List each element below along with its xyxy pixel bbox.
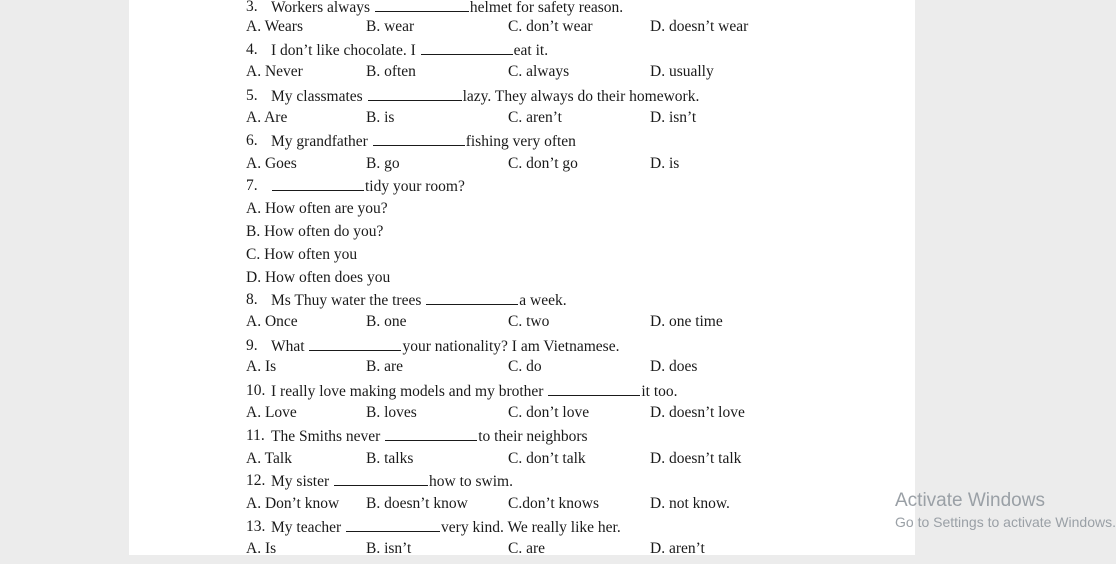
question-12 (129, 471, 915, 491)
question-text-after: very kind. We really like her. (441, 519, 621, 536)
options-row (129, 108, 915, 128)
answer-blank (346, 517, 440, 532)
option-a: A. Never (246, 63, 303, 80)
option-a: A. Once (246, 313, 298, 330)
activate-windows-title: Activate Windows (895, 490, 1045, 511)
option-d: D. is (650, 155, 680, 172)
worksheet-page (129, 0, 915, 555)
option-b: B. is (366, 109, 395, 126)
option-d: D. doesn’t talk (650, 450, 742, 467)
option-d: D. How often does you (246, 269, 391, 286)
question-9 (129, 336, 915, 356)
answer-blank (548, 381, 640, 396)
question-text-before: My grandfather (271, 133, 368, 150)
question-number: 3. (246, 0, 258, 15)
question-number: 9. (246, 337, 258, 354)
option-d: D. aren’t (650, 540, 705, 557)
question-stem (271, 86, 699, 107)
option-d: D. doesn’t wear (650, 18, 749, 35)
option-a: A. Talk (246, 450, 292, 467)
question-text-before: The Smiths never (271, 428, 381, 445)
option-row-c (129, 245, 915, 265)
question-stem (271, 426, 588, 447)
option-c: C. don’t wear (508, 18, 593, 35)
question-stem (271, 471, 513, 492)
option-b: B. are (366, 358, 404, 375)
option-b: B. wear (366, 18, 415, 35)
option-row-d (129, 268, 915, 288)
option-d: D. does (650, 358, 698, 375)
options-row (129, 494, 915, 514)
option-a: A. Is (246, 540, 277, 557)
question-text-after: a week. (519, 292, 567, 309)
options-row (129, 449, 915, 469)
option-d: D. isn’t (650, 109, 697, 126)
question-stem (271, 0, 623, 18)
option-b: B. doesn’t know (366, 495, 468, 512)
question-4 (129, 40, 915, 60)
option-b: B. one (366, 313, 407, 330)
question-text-after: how to swim. (429, 473, 513, 490)
question-text-before: Ms Thuy water the trees (271, 292, 422, 309)
option-row-b (129, 222, 915, 242)
question-13 (129, 517, 915, 537)
options-row (129, 403, 915, 423)
question-stem (271, 517, 621, 538)
option-c: C. always (508, 63, 570, 80)
question-stem (271, 131, 576, 152)
question-text-before: My classmates (271, 88, 363, 105)
option-b: B. talks (366, 450, 414, 467)
answer-blank (373, 131, 465, 146)
option-b: B. loves (366, 404, 417, 421)
question-text-after: eat it. (513, 42, 549, 59)
option-a: A. Love (246, 404, 297, 421)
option-d: D. one time (650, 313, 723, 330)
question-stem (271, 176, 465, 197)
options-row (129, 357, 915, 377)
option-c: C. don’t love (508, 404, 590, 421)
question-10 (129, 381, 915, 401)
question-number: 6. (246, 132, 258, 149)
question-5 (129, 86, 915, 106)
option-d: D. usually (650, 63, 714, 80)
option-c: C. don’t talk (508, 450, 586, 467)
options-row (129, 17, 915, 37)
option-c: C. are (508, 540, 546, 557)
option-a: A. Goes (246, 155, 297, 172)
question-number: 7. (246, 177, 258, 194)
question-stem (271, 290, 567, 311)
answer-blank (426, 290, 518, 305)
question-11 (129, 426, 915, 446)
answer-blank (368, 86, 462, 101)
question-text-after: helmet for safety reason. (469, 0, 624, 16)
question-number: 13. (246, 518, 266, 535)
option-c: C. don’t go (508, 155, 578, 172)
option-c: C.don’t knows (508, 495, 600, 512)
option-c: C. How often you (246, 246, 358, 263)
question-number: 4. (246, 41, 258, 58)
question-6 (129, 131, 915, 151)
question-text-after: fishing very often (465, 133, 576, 150)
answer-blank (272, 176, 364, 191)
question-8 (129, 290, 915, 310)
option-b: B. go (366, 155, 400, 172)
option-a: A. Is (246, 358, 277, 375)
question-number: 11. (246, 427, 265, 444)
option-a: A. Don’t know (246, 495, 340, 512)
question-stem (271, 40, 548, 61)
answer-blank (375, 0, 469, 12)
options-row (129, 154, 915, 174)
answer-blank (334, 471, 428, 486)
question-stem (271, 381, 678, 402)
question-text-before: My sister (271, 473, 330, 490)
question-text-after: tidy your room? (365, 178, 465, 195)
question-text-after: your nationality? I am Vietnamese. (402, 338, 620, 355)
question-text-before: I don’t like chocolate. I (271, 42, 416, 59)
options-row (129, 539, 915, 559)
activate-windows-subtitle: Go to Settings to activate Windows. (895, 514, 1116, 530)
question-text-after: to their neighbors (478, 428, 588, 445)
option-a: A. Wears (246, 18, 304, 35)
question-3 (129, 0, 915, 17)
option-b: B. How often do you? (246, 223, 384, 240)
question-text-after: it too. (641, 383, 678, 400)
question-number: 8. (246, 291, 258, 308)
question-text-before: I really love making models and my brother (271, 383, 544, 400)
options-row (129, 312, 915, 332)
option-b: B. isn’t (366, 540, 412, 557)
option-d: D. doesn’t love (650, 404, 745, 421)
question-7 (129, 176, 915, 196)
option-a: A. Are (246, 109, 288, 126)
options-row (129, 62, 915, 82)
option-c: C. do (508, 358, 542, 375)
question-number: 10. (246, 382, 266, 399)
question-text-after: lazy. They always do their homework. (462, 88, 700, 105)
question-stem (271, 336, 619, 357)
question-number: 12. (246, 472, 266, 489)
option-c: C. aren’t (508, 109, 562, 126)
answer-blank (309, 336, 401, 351)
question-text-before: What (271, 338, 305, 355)
option-row-a (129, 199, 915, 219)
question-number: 5. (246, 87, 258, 104)
answer-blank (385, 426, 477, 441)
question-text-before: My teacher (271, 519, 342, 536)
option-b: B. often (366, 63, 416, 80)
option-c: C. two (508, 313, 550, 330)
option-a: A. How often are you? (246, 200, 388, 217)
question-text-before: Workers always (271, 0, 371, 16)
answer-blank (421, 40, 513, 55)
option-d: D. not know. (650, 495, 730, 512)
